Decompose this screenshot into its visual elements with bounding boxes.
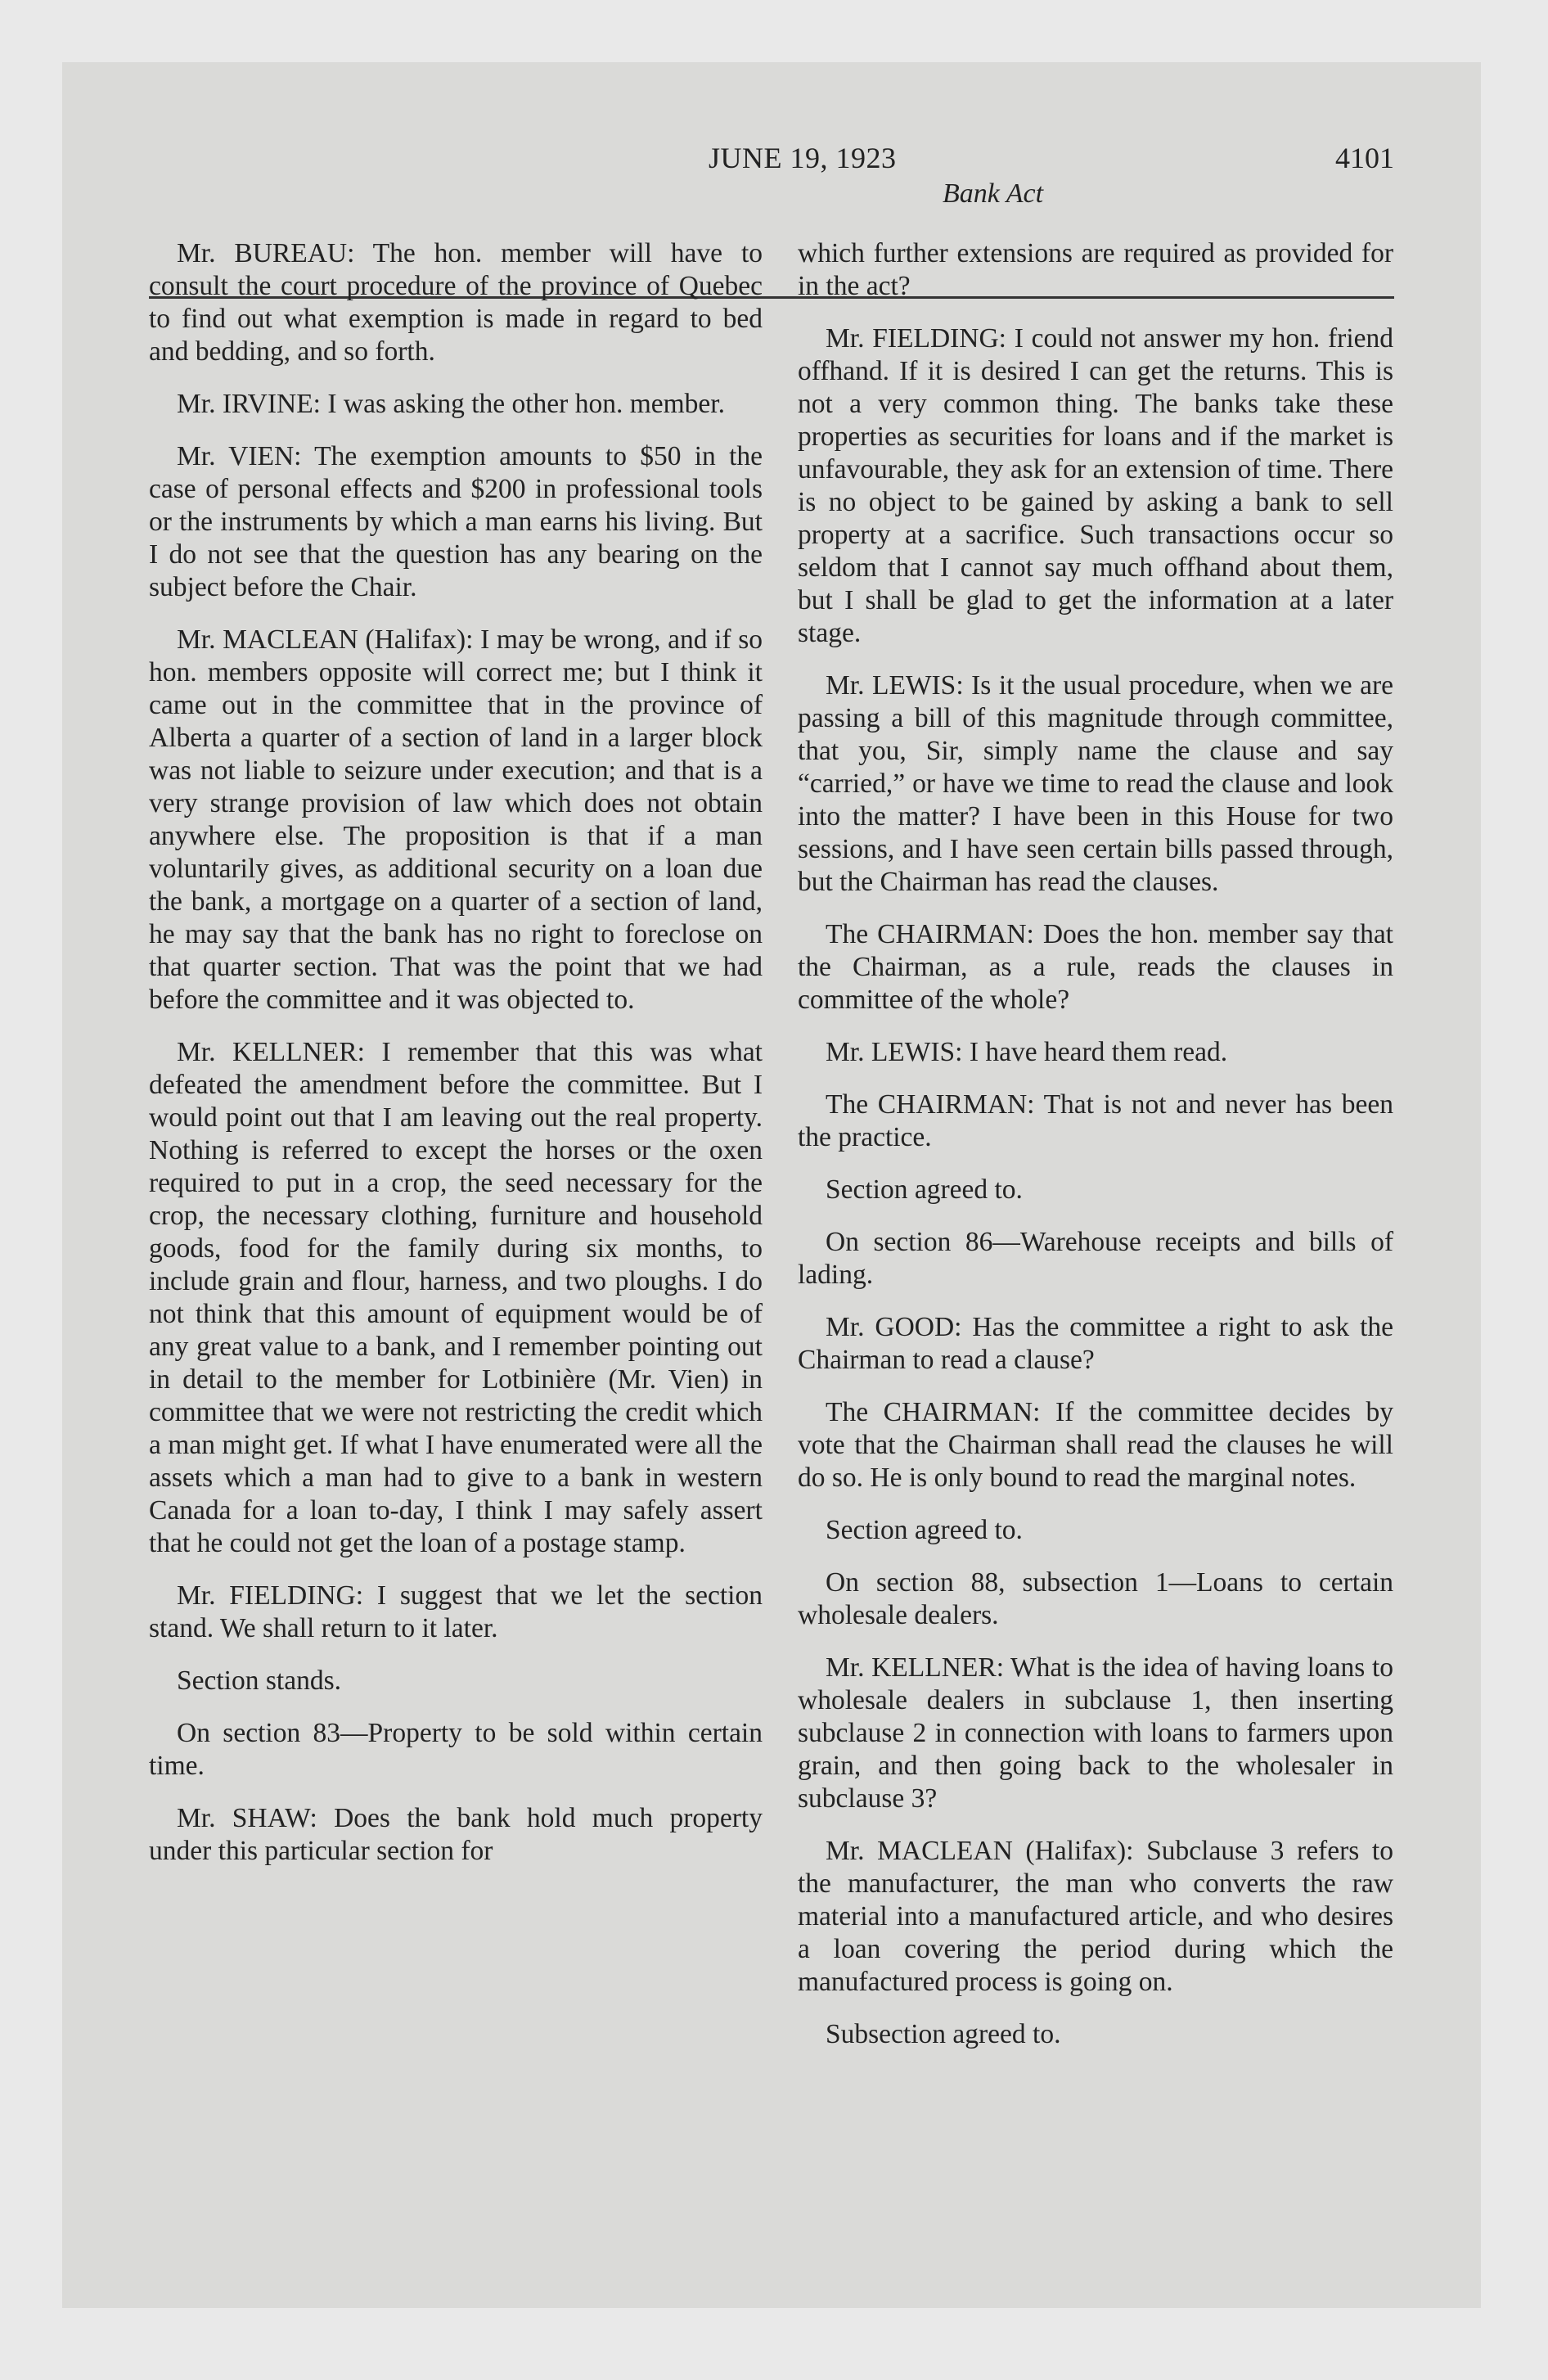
hansard-page xyxy=(62,62,1481,2308)
paragraph: Mr. SHAW: Does the bank hold much property under this particular section for xyxy=(149,1803,763,1866)
paragraph: Mr. KELLNER: What is the idea of having loans to wholesale dealers in subclause 1, then inserting subclause 2 in connection with loans to farmers upon grain, and then going back to the wholesaler in subclause 3? xyxy=(798,1652,1393,1814)
paragraph: Section agreed to. xyxy=(826,1174,1023,1205)
paragraph: On section 86—Warehouse receipts and bills of lading. xyxy=(798,1227,1393,1290)
right-column xyxy=(798,237,1393,2071)
paragraph: Mr. FIELDING: I suggest that we let the section stand. We shall return to it later. xyxy=(149,1580,763,1643)
page-header xyxy=(62,141,1481,239)
paragraph: Mr. LEWIS: Is it the usual procedure, when we are passing a bill of this magnitude through committee, that you, Sir, simply name the clause and say “carried,” or have we time to read the clause and look into the matter? I have been in this House for two sessions, and I have seen certain bills passed through, but the Chairman has read the clauses. xyxy=(798,670,1393,897)
page-number: 4101 xyxy=(1335,142,1394,174)
paragraph: On section 83—Property to be sold within certain time. xyxy=(149,1718,763,1781)
paragraph: The CHAIRMAN: Does the hon. member say that the Chairman, as a rule, reads the clauses in committee of the whole? xyxy=(798,919,1393,1015)
paragraph: The CHAIRMAN: If the committee decides by vote that the Chairman shall read the clauses he will do so. He is only bound to read the marginal notes. xyxy=(798,1397,1393,1493)
paragraph: Subsection agreed to. xyxy=(826,2019,1061,2049)
paragraph-continuation: which further extensions are required as provided for in the act? xyxy=(798,238,1393,301)
paragraph: Mr. BUREAU: The hon. member will have to consult the court procedure of the province of Quebec to find out what exemption is made in regard to bed and bedding, and so forth. xyxy=(149,238,763,367)
paragraph: Mr. LEWIS: I have heard them read. xyxy=(826,1037,1228,1067)
paragraph: Mr. VIEN: The exemption amounts to $50 in the case of personal effects and $200 in professional tools or the instruments by which a man earns his living. But I do not see that the question has any bearing on the subject before the Chair. xyxy=(149,441,763,602)
paragraph: Mr. FIELDING: I could not answer my hon. friend offhand. If it is desired I can get the returns. This is not a very common thing. The banks take these properties as securities for loans and if the market is unfavourable, they ask for an extension of time. There is no object to be gained by asking a bank to sell property at a sacrifice. Such transactions occur so seldom that I cannot say much offhand about them, but I shall be glad to get the information at a later stage. xyxy=(798,323,1393,648)
header-subtitle: Bank Act xyxy=(943,178,1044,209)
paragraph: Mr. IRVINE: I was asking the other hon. member. xyxy=(177,389,725,419)
paragraph: Section agreed to. xyxy=(826,1515,1023,1545)
paragraph: Mr. GOOD: Has the committee a right to ask the Chairman to read a clause? xyxy=(798,1312,1393,1375)
paragraph: Section stands. xyxy=(177,1666,341,1696)
paragraph: On section 88, subsection 1—Loans to certain wholesale dealers. xyxy=(798,1567,1393,1630)
paragraph: Mr. MACLEAN (Halifax): Subclause 3 refers to the manufacturer, the man who converts the raw material into a manufactured article, and who desires a loan covering the period during which the manufactured process is going on. xyxy=(798,1836,1393,1997)
paragraph: Mr. KELLNER: I remember that this was what defeated the amendment before the committee. But I would point out that I am leaving out the real property. Nothing is referred to except the horses or the oxen required to put in a crop, the seed necessary for the crop, the necessary clothing, furniture and household goods, food for the family during six months, to include grain and flour, harness, and two ploughs. I do not think that this amount of equipment would be of any great value to a bank, and I remember pointing out in detail to the member for Lotbinière (Mr. Vien) in committee that we were not restricting the credit which a man might get. If what I have enumerated were all the assets which a man had to give to a bank in western Canada for a loan to-day, I think I may safely assert that he could not get the loan of a postage stamp. xyxy=(149,1037,763,1558)
header-date: JUNE 19, 1923 xyxy=(709,142,897,174)
left-column xyxy=(149,237,763,1887)
paragraph: Mr. MACLEAN (Halifax): I may be wrong, and if so hon. members opposite will correct me; but I think it came out in the committee that in the province of Alberta a quarter of a section of land in a larger block was not liable to seizure under execution; and that is a very strange provision of law which does not obtain anywhere else. The proposition is that if a man voluntarily gives, as additional security on a loan due the bank, a mortgage on a quarter of a section of land, he may say that the bank has no right to foreclose on that quarter section. That was the point that we had before the committee and it was objected to. xyxy=(149,624,763,1015)
paragraph: The CHAIRMAN: That is not and never has been the practice. xyxy=(798,1089,1393,1152)
